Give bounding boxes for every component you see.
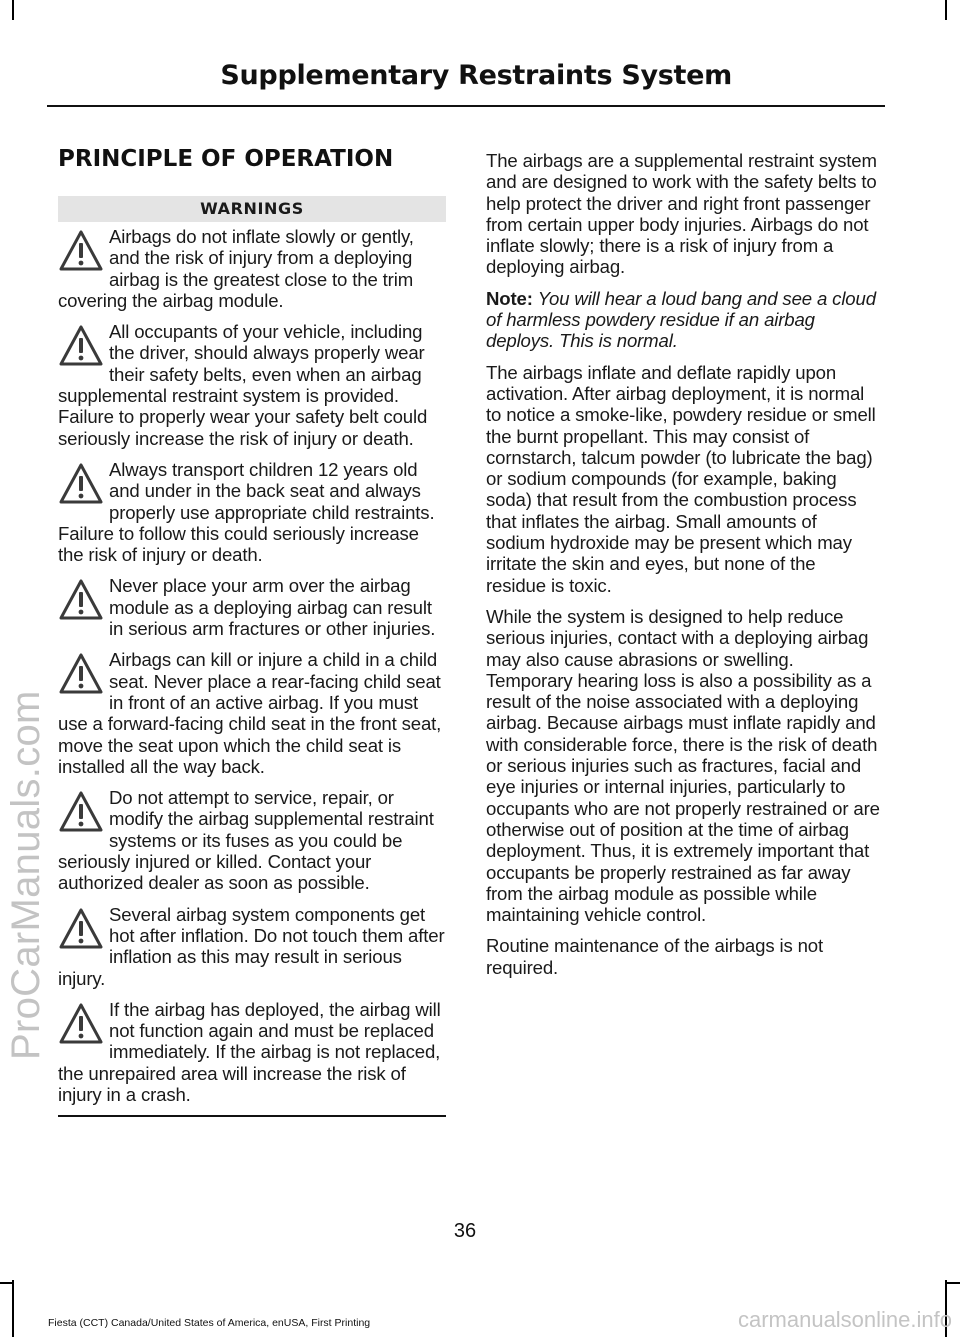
warning-text: Never place your arm over the airbag module as a deploying airbag can result in serious arm fractures or other injuries. bbox=[109, 575, 436, 640]
warning-item bbox=[58, 321, 446, 449]
crop-mark-top-right bbox=[945, 0, 947, 20]
warning-item bbox=[58, 649, 446, 777]
warning-text: Several airbag system components get hot after inflation. Do not touch them after inflation as this may result in serious injury. bbox=[58, 903, 445, 989]
warning-text: Always transport children 12 years old and under in the back seat and always properly use appropriate child restraints. Failure to follow this could seriously increase the risk of injury or death. bbox=[58, 458, 435, 566]
note-text: You will hear a loud bang and see a cloud of harmless powdery residue if an airbag deploys. This is normal. bbox=[486, 287, 876, 352]
body-paragraph: The airbags inflate and deflate rapidly upon activation. After airbag deployment, it is normal to notice a smoke-like, powdery residue or smell the burnt propellant. This may consist of cornstarch, talcum powder (to lubricate the bag) or sodium compounds (for example, baking soda) that result from the combustion process that inflates the airbag. Small amounts of sodium hydroxide may be present which may irritate the skin and eyes, but none of the residue is toxic. bbox=[486, 361, 876, 596]
warnings-heading: WARNINGS bbox=[58, 196, 446, 222]
edition-footer: Fiesta (CCT) Canada/United States of America, enUSA, First Printing bbox=[48, 1317, 371, 1329]
warning-text: Airbags do not inflate slowly or gently, and the risk of injury from a deploying airbag is the greatest close to the trim covering the airbag module. bbox=[58, 226, 414, 311]
warning-text: If the airbag has deployed, the airbag will not function again and must be replaced immediately. If the airbag is not replaced, the unrepaired area will increase the risk of injury in a crash. bbox=[58, 998, 441, 1105]
warning-item bbox=[58, 787, 446, 893]
crop-mark-bottom-left bbox=[12, 1280, 14, 1337]
warning-triangle-icon bbox=[58, 461, 104, 509]
note-label: Note: bbox=[486, 287, 533, 309]
warning-text: Airbags can kill or injure a child in a child seat. Never place a rear-facing child seat in front of an active airbag. If you must use a forward-facing child seat in the front seat, move the seat upon which the child seat is installed all the way back. bbox=[58, 649, 442, 777]
crop-mark-top-left bbox=[12, 0, 14, 20]
warning-triangle-icon bbox=[58, 577, 104, 625]
page-header-title: Supplementary Restraints System bbox=[220, 60, 732, 91]
watermark-text: ProCarManuals.com bbox=[4, 690, 48, 1060]
right-column bbox=[486, 150, 880, 988]
warning-triangle-icon bbox=[58, 323, 104, 371]
warnings-list bbox=[58, 226, 446, 1105]
body-paragraph: The airbags are a supplemental restraint system and are designed to work with the safety belts to help protect the driver and right front passenger from certain upper body injuries. Airbags do not inflate slowly; there is a risk of injury from a deploying airbag. bbox=[486, 150, 877, 278]
warning-item bbox=[58, 999, 446, 1105]
site-watermark: carmanualsonline.info bbox=[737, 1307, 952, 1332]
warning-triangle-icon bbox=[58, 789, 104, 837]
warning-item bbox=[58, 575, 446, 639]
section-title: PRINCIPLE OF OPERATION bbox=[58, 146, 394, 172]
warnings-end-divider bbox=[58, 1115, 446, 1117]
header-divider bbox=[47, 105, 885, 107]
left-column bbox=[58, 146, 446, 1117]
warning-triangle-icon bbox=[58, 906, 104, 954]
warning-triangle-icon bbox=[58, 228, 104, 276]
body-paragraph: While the system is designed to help reduce serious injuries, contact with a deploying airbag may also cause abrasions or swelling. Temporary hearing loss is also a possibility as a result of the noise associated with a deploying airbag. Because airbags must inflate rapidly and with considerable force, there is the risk of death or serious injuries such as fractures, facial and eye injuries or internal injuries, particularly to occupants who are not properly restrained or are otherwise out of position at the time of airbag deployment. Thus, it is extremely important that occupants be properly restrained as far away from the airbag module as possible while maintaining vehicle control. bbox=[486, 605, 880, 926]
crop-mark-bottom-left-h bbox=[0, 1282, 14, 1284]
warning-triangle-icon bbox=[58, 651, 104, 699]
page-number: 36 bbox=[453, 1220, 477, 1242]
warning-item bbox=[58, 459, 446, 565]
warning-item bbox=[58, 226, 446, 311]
warning-item bbox=[58, 904, 446, 989]
note-paragraph bbox=[486, 288, 880, 352]
body-paragraph: Routine maintenance of the airbags is not required. bbox=[486, 935, 824, 978]
crop-mark-bottom-right-h bbox=[945, 1282, 960, 1284]
warning-text: All occupants of your vehicle, including the driver, should always properly wear their safety belts, even when an airbag supplemental restraint system is provided. Failure to properly wear your safety belt could seriously increase the risk of injury or death. bbox=[58, 321, 428, 449]
warning-text: Do not attempt to service, repair, or modify the airbag supplemental restraint systems or its fuses as you could be seriously injured or killed. Contact your authorized dealer as soon as possible. bbox=[58, 787, 434, 894]
warning-triangle-icon bbox=[58, 1001, 104, 1049]
